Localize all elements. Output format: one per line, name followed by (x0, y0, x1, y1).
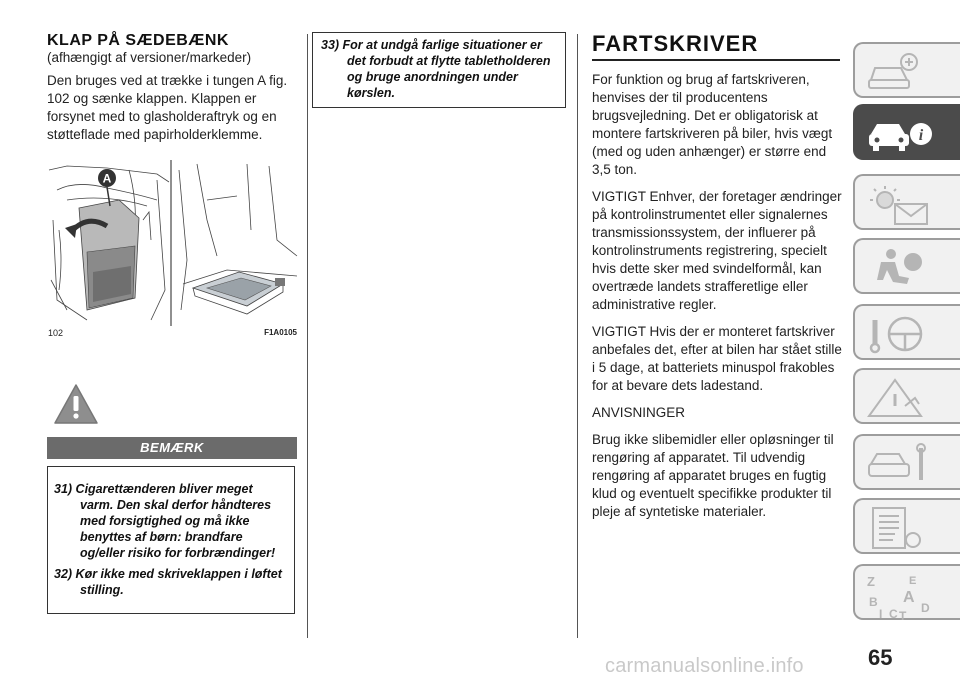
note-item-32: 32) Kør ikke med skriveklappen i løftet stilling. (54, 567, 282, 597)
svg-text:Z: Z (867, 574, 875, 589)
seat-flap-title: KLAP PÅ SÆDEBÆNK (47, 32, 229, 49)
figure-code: F1A0105 (264, 328, 297, 337)
tab-car-info[interactable] (853, 104, 960, 160)
instructions-heading: ANVISNINGER (592, 405, 686, 420)
svg-text:B: B (869, 595, 878, 609)
note-item-33: 33) For at undgå farlige situationer er det forbudt at flytte tabletholderen og bruge anordningen under kørslen. (321, 38, 551, 100)
svg-text:T: T (899, 609, 907, 622)
tab-car-service[interactable] (853, 434, 960, 490)
column-divider-2 (577, 34, 578, 638)
seat-flap-body: Den bruges ved at trække i tungen A fig. 102 og sænke klappen. Klappen er forsynet med to glasholderaftryk og en støtteflade med papirholderklemme. (47, 73, 288, 142)
tab-road-warning[interactable] (853, 368, 960, 424)
airbag-seat-icon (865, 246, 935, 290)
note-heading-bar (47, 437, 297, 459)
svg-text:I: I (879, 607, 883, 621)
tab-warning-lights[interactable] (853, 174, 960, 230)
note-heading: BEMÆRK (140, 440, 204, 455)
figure-caption (47, 328, 299, 342)
svg-text:C: C (889, 607, 898, 621)
tachograph-paragraph-3: VIGTIGT Hvis der er monteret fartskriver anbefales det, efter at bilen har stået stille i 5 dage, at batteriets minuspol frakobles for at bevare dets ladestand. (592, 324, 842, 393)
tachograph-paragraph-1: For funktion og brug af fartskriveren, henvises der til producentens brugsvejledning. Det er obligatorisk at montere fartskriveren på biler, hvis vægt (med og uden anhænger) er større end 3,5 ton. (592, 72, 833, 177)
svg-text:i: i (918, 127, 924, 144)
note-item-31: 31) Cigarettænderen bliver meget varm. Den skal derfor håndteres med forsigtighed og må ikke benyttes af børn: brandfare og/eller risiko for forbrændinger! (54, 482, 276, 560)
tab-steering-key[interactable] (853, 304, 960, 360)
tab-alphabet-index[interactable] (853, 564, 960, 620)
warning-lights-icon (865, 182, 935, 226)
tachograph-title: FARTSKRIVER (592, 31, 759, 56)
alphabet-index-icon (865, 572, 945, 622)
tab-car-tools[interactable] (853, 42, 960, 98)
svg-text:A: A (903, 589, 915, 606)
tachograph-paragraph-2: VIGTIGT Enhver, der foretager ændringer på kontrolinstrumentet eller signalernes transmissionssystem, der influerer på kontrolinstruments registrering, specielt hvis dette sker med svindelformål, kan overtræde landets strafferetlige eller administrative regler. (592, 189, 842, 312)
svg-text:D: D (921, 601, 930, 615)
seat-flap-section (47, 32, 299, 153)
callout-a: A (102, 171, 112, 186)
warning-triangle-icon (53, 383, 99, 425)
note-box-left (47, 466, 295, 614)
tachograph-paragraph-5: Brug ikke slibemidler eller opløsninger til rengøring af apparatet. Til udvendig rengøring af apparatet bruges en fugtig klud og eventuelt specifikke produkter til pleje af syntetiske materialer. (592, 432, 834, 519)
svg-text:E: E (909, 575, 917, 587)
seat-flap-illustration (47, 160, 299, 326)
title-underline (592, 59, 840, 61)
figure-102 (47, 160, 299, 344)
steering-key-icon (865, 312, 935, 356)
tab-airbag-seat[interactable] (853, 238, 960, 294)
note-box-right (312, 32, 566, 108)
tab-specifications[interactable] (853, 498, 960, 554)
column-divider-1 (307, 34, 308, 638)
car-service-icon (865, 442, 935, 486)
tachograph-section (592, 32, 842, 530)
seat-flap-subtitle: (afhængigt af versioner/markeder) (47, 50, 252, 65)
car-tools-icon (865, 50, 925, 94)
page-number: 65 (868, 645, 893, 670)
figure-number: 102 (48, 328, 64, 338)
watermark: carmanualsonline.info (605, 655, 804, 677)
car-info-icon (865, 112, 935, 156)
specifications-icon (865, 506, 935, 550)
road-warning-icon (865, 376, 935, 420)
